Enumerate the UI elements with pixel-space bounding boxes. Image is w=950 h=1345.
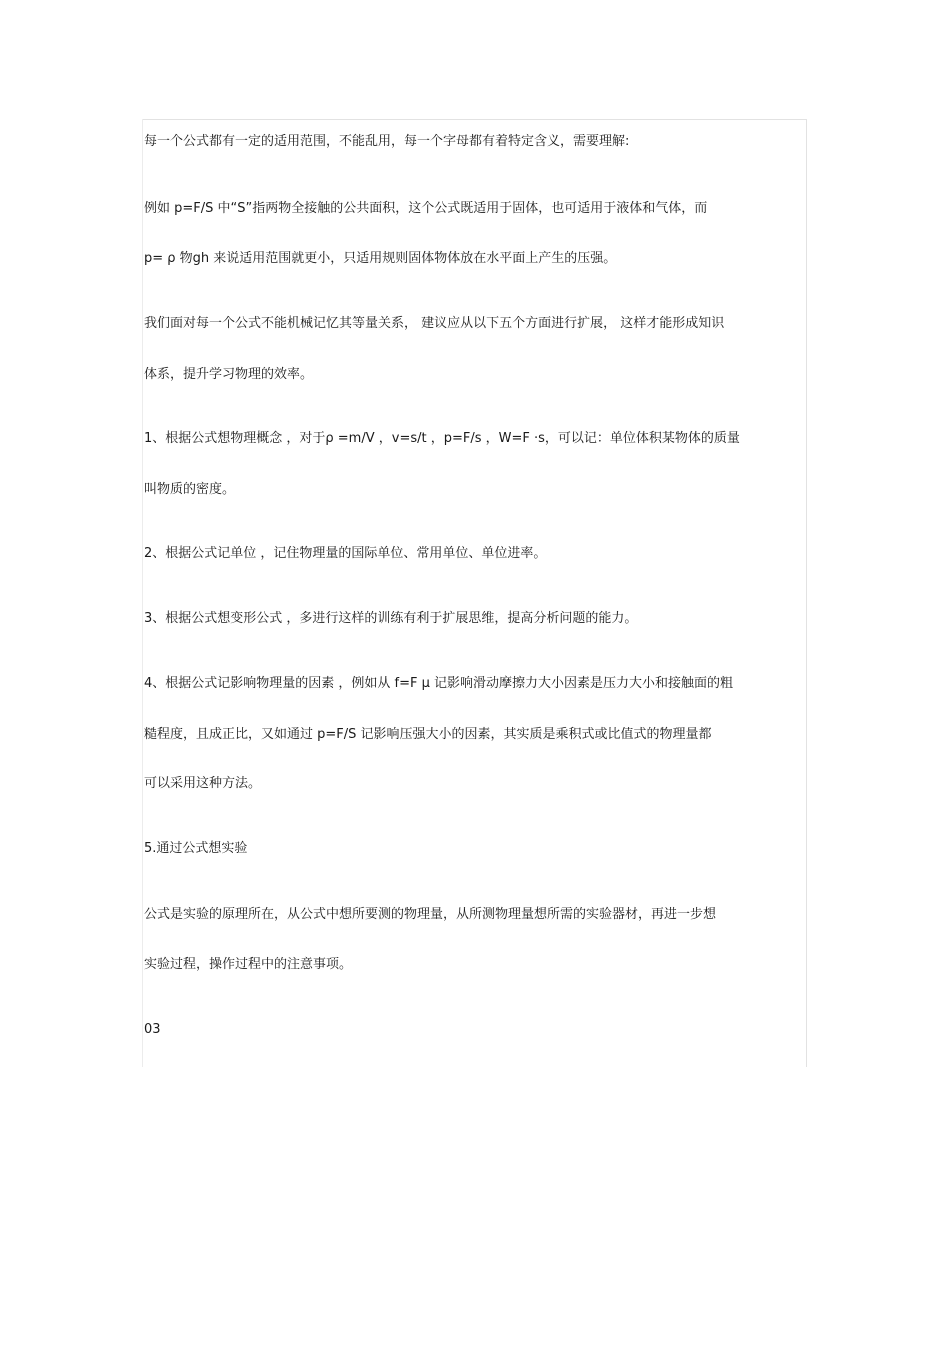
list-item-4-cont: 糙程度，且成正比，又如通过 p=F/S 记影响压强大小的因素，其实质是乘积式或比值式的物理量都	[144, 727, 712, 742]
list-item-1-cont: 叫物质的密度。	[144, 482, 236, 497]
section-number: 03	[144, 1022, 161, 1037]
list-item-3: 3、根据公式想变形公式 ，多进行这样的训练有利于扩展思维，提高分析问题的能力。	[144, 611, 638, 626]
text-line-experiment-cont: 实验过程，操作过程中的注意事项。	[144, 957, 353, 972]
text-line-example: 例如 p=F/S 中“S”指两物全接触的公共面积，这个公式既适用于固体，也可适用于液体和气体，而	[144, 201, 708, 216]
list-item-5: 5.通过公式想实验	[144, 841, 248, 856]
page-frame-right-border	[806, 119, 807, 1067]
text-line-experiment: 公式是实验的原理所在，从公式中想所要测的物理量，从所测物理量想所需的实验器材，再进一步想	[144, 907, 717, 922]
text-line-example-cont: p= ρ 物gh 来说适用范围就更小，只适用规则固体物体放在水平面上产生的压强。	[144, 251, 617, 266]
list-item-1: 1、根据公式想物理概念 ，对于ρ =m/V ，v=s/t ，p=F/s ，W=F ·s，可以记：单位体积某物体的质量	[144, 431, 740, 446]
list-item-2: 2、根据公式记单位 ，记住物理量的国际单位、常用单位、单位进率。	[144, 546, 547, 561]
list-item-4-cont-2: 可以采用这种方法。	[144, 776, 262, 791]
page-frame-left-border	[142, 119, 143, 1067]
text-line-expand-cont: 体系，提升学习物理的效率。	[144, 367, 314, 382]
list-item-4: 4、根据公式记影响物理量的因素 ，例如从 f=F μ 记影响滑动摩擦力大小因素是压力大小和接触面的粗	[144, 676, 734, 691]
text-line-expand: 我们面对每一个公式不能机械记忆其等量关系， 建议应从以下五个方面进行扩展， 这样才能形成知识	[144, 316, 725, 331]
text-line-intro: 每一个公式都有一定的适用范围，不能乱用，每一个字母都有着特定含义，需要理解:	[144, 134, 630, 149]
page-frame-top-border	[142, 119, 807, 120]
